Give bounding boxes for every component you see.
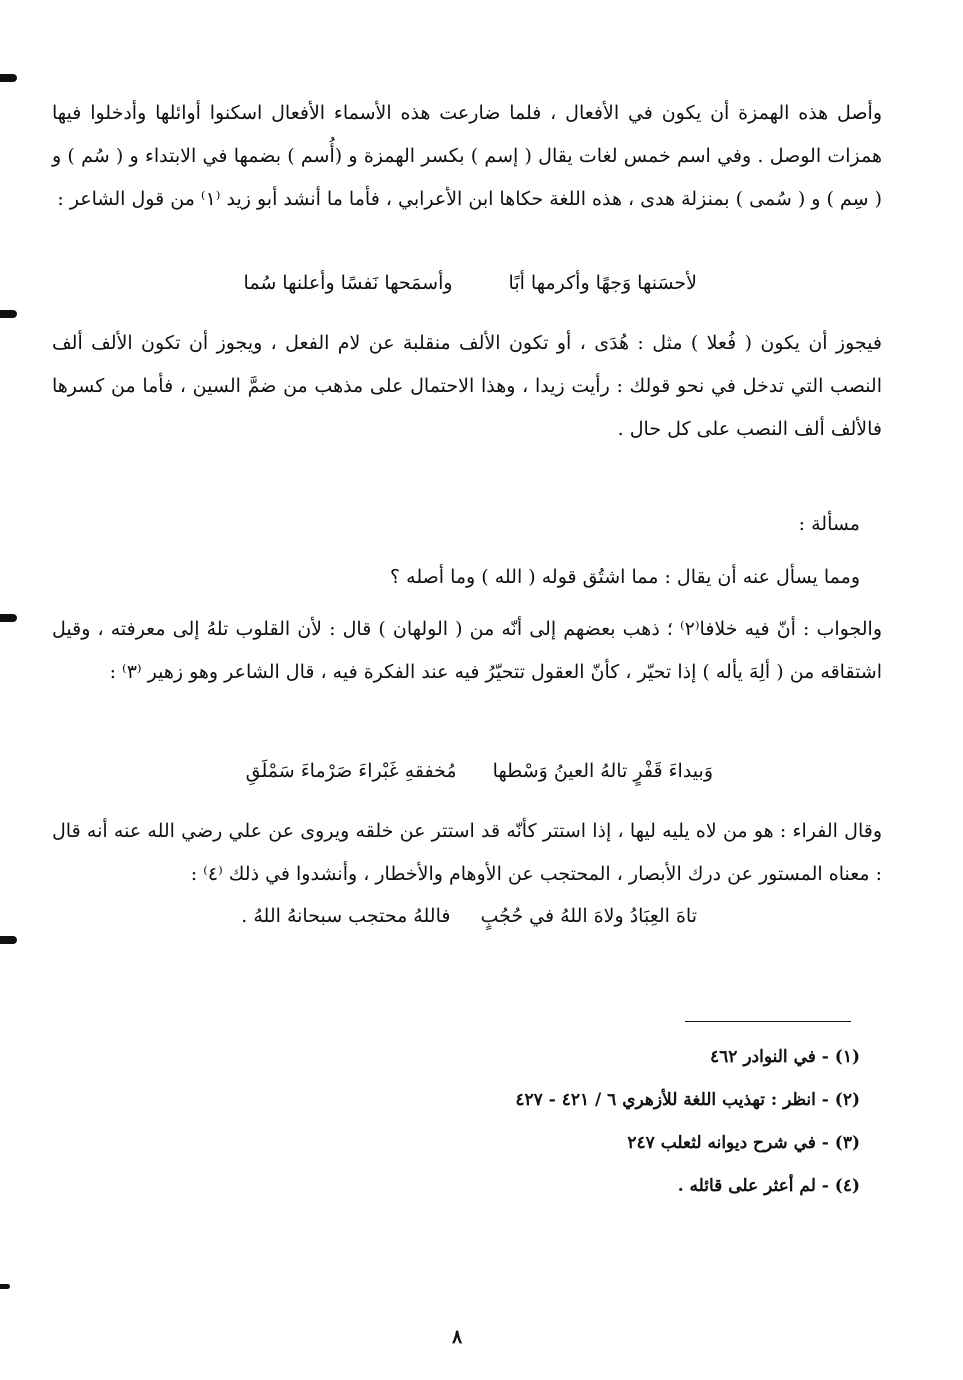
verse-line [241,905,697,927]
page-number: ٨ [452,1326,463,1348]
binding-mark [0,1284,10,1289]
footnotes [515,1036,860,1208]
verse-first-hemistich: تاهَ العِبَادُ ولاهَ اللهُ في حُجُبٍ [480,905,697,927]
footnote-2: (٢) - انظر : تهذيب اللغة للأزهري ٦ / ٤٢١ - ٤٢٧ [515,1090,860,1110]
binding-mark [0,936,17,944]
paragraph-hamza-origin: وأصل هذه الهمزة أن يكون في الأفعال ، فلما ضارعت هذه الأسماء الأفعال اسكنوا أوائلها وأدخلوا فيها همزات الوصل . وفي اسم خمس لغات يقال ( إسم ) بكسر الهمزة و (أُسم ) بضمها في الابتداء و ( سُم ) و ( سِم ) و ( سُمى ) بمنزلة هدى ، هذه اللغة حكاها ابن الأعرابي ، فأما ما أنشد أبو زيد ⁽١⁾ من قول الشاعر : [52,102,882,210]
verse-second-hemistich: فاللهُ محتجب سبحانهُ اللهُ . [241,905,451,927]
section-heading: مسألة : [798,513,860,535]
paragraph-alif-analysis: فيجوز أن يكون ( فُعلا ) مثل : هُدَى ، أو تكون الألف منقلبة عن لام الفعل ، ويجوز أن تكون الألف ألف النصب التي تدخل في نحو قولك : رأيت زيدا ، وهذا الاحتمال على مذهب من ضمَّ السين ، فأما من كسرها فالألف ألف النصب على كل حال . [52,332,882,440]
verse-first-hemistich: لأحسَنها وَجهًا وأكرمها أبًا [508,272,697,294]
verse-second-hemistich: وأسمَحها نَفسًا وأعلنها سُما [243,272,453,294]
binding-mark [0,74,17,82]
paragraph-answer: والجواب : أنّ فيه خلافا⁽٢⁾ ؛ ذهب بعضهم إلى أنّه من ( الولهان ) قال : لأن القلوب تلهُ إلى معرفته ، وقيل اشتقاقه من ( ألِهَ يأله ) إذا تحيّر ، كأنّ العقول تتحيّرُ فيه عند الفكرة فيه ، قال الشاعر وهو زهير ⁽٣⁾ : [52,618,883,683]
footnote-3: (٣) - في شرح ديوانه لثعلب ٢٤٧ [627,1133,860,1153]
verse-second-hemistich: مُخفقهِ غَبْراءَ صَرْماءَ سَمْلَقِ [245,760,457,782]
verse-line [244,272,697,294]
binding-mark [0,614,17,622]
verse-line [246,760,713,782]
footnote-1: (١) - في النوادر ٤٦٢ [710,1047,860,1067]
verse-first-hemistich: وَبيداءَ قَفْرٍ تالهُ العينُ وَسْطها [492,760,713,782]
paragraph-farra: وقال الفراء : هو من لاه يليه ليها ، إذا استتر كأنّه قد استتر عن خلقه ويروى عن علي رضي الله عنه أنه قال : معناه المستور عن درك الأبصار ، المحتجب عن الأوهام والأخطار ، وأنشدوا في ذلك ⁽٤⁾ : [52,820,882,885]
question-line: ومما يسأل عنه أن يقال : مما اشتُق قوله ( الله ) وما أصله ؟ [390,566,860,588]
footnote-4: (٤) - لم أعثر على قائله . [677,1176,860,1196]
footnote-divider [685,1021,851,1022]
binding-mark [0,310,17,318]
